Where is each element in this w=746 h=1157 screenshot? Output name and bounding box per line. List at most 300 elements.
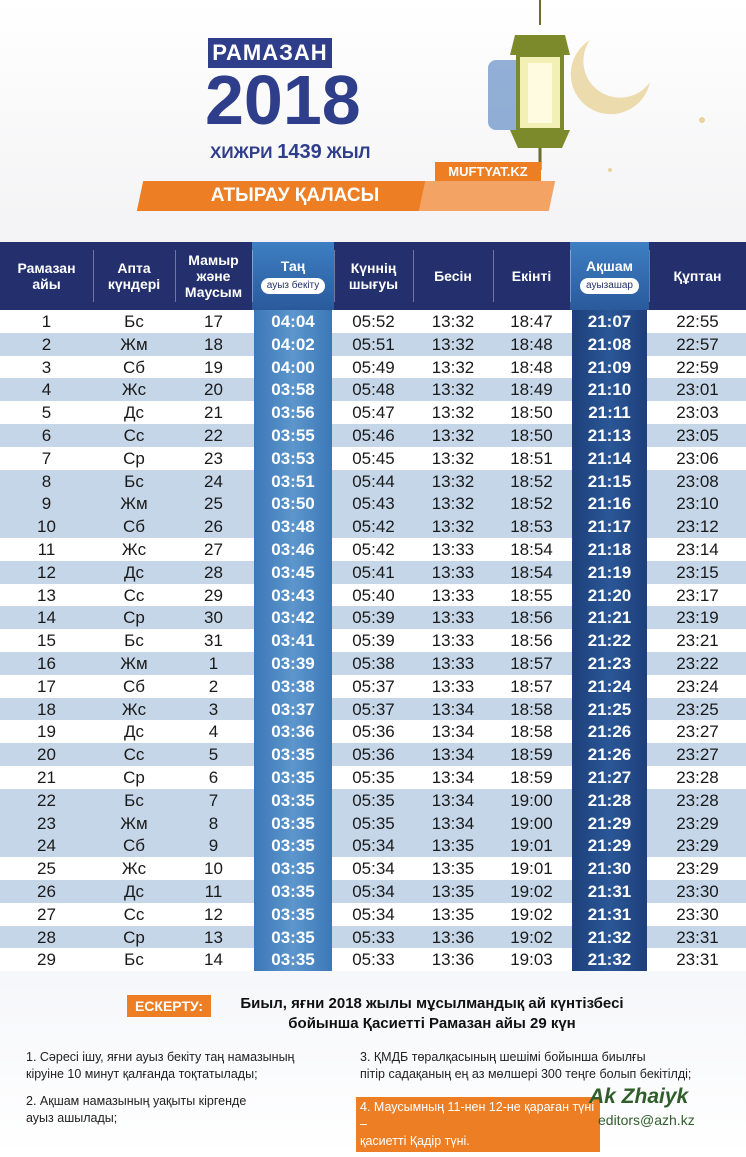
table-row [0,333,746,356]
table-cell: 05:33 [352,927,395,947]
table-cell: 05:34 [352,904,395,924]
table-row [0,743,746,766]
table-cell: 05:35 [352,790,395,810]
hijri-suffix: ЖЫЛ [326,143,371,162]
table-header [0,242,746,310]
hijri-number: 1439 [277,141,322,163]
table-cell: 8 [41,471,52,491]
table-cell: 05:48 [352,380,395,400]
table-cell: 03:50 [254,492,332,515]
table-cell: 21:18 [572,538,647,561]
column-header-line: шығуы [348,276,399,292]
note-line: ауыз ашылады; [26,1111,118,1125]
table-cell: 23:27 [676,745,719,765]
table-cell: 18:48 [510,334,553,354]
table-row [0,880,746,903]
table-cell: 13:32 [431,403,475,423]
column-header-line: күндері [107,276,161,292]
table-cell: Жм [120,334,148,354]
table-cell: 13:33 [431,585,475,605]
table-cell: 13:32 [431,334,475,354]
table-cell: 05:42 [352,540,395,559]
table-cell: 13:32 [431,494,475,514]
table-cell: 23:31 [676,927,719,947]
column-header [413,242,493,310]
table-cell: 21:30 [572,857,647,880]
table-cell: 05:39 [352,631,395,651]
table-cell: Ср [123,608,145,628]
table-cell: 05:39 [352,608,395,628]
table-cell: 05:49 [352,357,395,377]
table-cell: 27 [37,904,56,924]
brand-watermark: Ak Zhaiyk [589,1085,689,1108]
table-cell: 4 [41,380,52,400]
table-cell: Жм [120,494,148,514]
table-cell: 03:48 [254,515,332,538]
table-cell: 05:35 [352,813,395,833]
table-cell: 1 [208,654,219,673]
table-cell: 23:10 [676,494,719,514]
table-cell: 05:36 [352,722,395,742]
table-cell: 21:13 [572,424,647,447]
table-cell: 05:33 [352,950,395,970]
table-cell: 19:03 [510,950,553,970]
table-cell: 23:05 [676,426,719,445]
table-cell: 13 [204,927,223,947]
table-cell: 19:02 [510,904,553,924]
table-cell: 23:14 [676,540,719,559]
table-cell: 21:11 [572,401,647,424]
table-cell: Жс [121,699,147,719]
table-cell: 18:52 [510,494,553,514]
table-cell: 16 [37,654,56,673]
table-cell: 13:34 [431,768,475,787]
table-cell: 18:54 [510,540,553,559]
city-banner-tail [419,181,555,211]
table-cell: 21:28 [572,789,647,812]
column-header-line: Мамыр [188,252,239,268]
table-cell: 13:33 [431,540,475,559]
table-cell: 7 [41,448,52,468]
table-cell: Сб [122,836,145,856]
table-cell: 23 [37,813,56,833]
table-cell: 17 [204,312,223,331]
table-row [0,492,746,515]
table-cell: 21 [37,768,56,787]
table-cell: Дс [123,562,144,582]
table-cell: Дс [123,882,144,901]
table-row [0,812,746,835]
table-cell: 18:47 [510,312,553,331]
table-cell: 19:00 [510,813,553,833]
column-separator [493,250,494,302]
table-cell: 31 [204,631,223,651]
table-cell: 19:01 [510,859,553,879]
table-cell: 23:19 [676,608,719,628]
table-row [0,652,746,675]
table-cell: 03:56 [254,401,332,424]
table-cell: 03:35 [254,926,332,949]
table-cell: 05:44 [352,471,395,491]
table-row [0,606,746,629]
note-line: 3. ҚМДБ төралқасының шешімі бойынша биылғы [360,1050,646,1064]
table-cell: Сс [123,904,145,924]
table-row [0,903,746,926]
table-cell: 05:42 [352,517,395,537]
table-cell: 23:29 [676,813,719,833]
column-header-line: Ақшам [586,258,633,274]
table-cell: 13:32 [431,448,475,468]
note-line: пітір садақаның ең аз мөлшері 300 теңге болып бекітілді; [360,1067,692,1081]
note-3 [360,1049,740,1083]
table-cell: 21:24 [572,675,647,698]
table-cell: 13:34 [431,699,475,719]
table-cell: 13:33 [431,562,475,582]
table-cell: 05:41 [352,562,395,582]
column-header-badge: ауыз бекіту [261,278,325,294]
table-cell: 13:36 [431,927,475,947]
table-row [0,857,746,880]
table-cell: 05:38 [352,654,395,673]
table-cell: 23:29 [676,859,719,879]
table-cell: 03:55 [254,424,332,447]
warning-text [222,994,642,1034]
table-cell: 23:29 [676,836,719,856]
table-cell: 05:45 [352,448,395,468]
table-cell: 9 [208,836,219,856]
table-cell: 13:32 [431,380,475,400]
table-cell: 22:57 [676,334,719,354]
table-cell: 03:35 [254,812,332,835]
table-cell: 13:34 [431,745,475,765]
table-cell: Сс [123,426,145,445]
table-cell: 23:06 [676,448,719,468]
column-separator [93,250,94,302]
column-header-badge: ауызашар [580,278,639,294]
column-header [252,242,334,310]
table-cell: 21:23 [572,652,647,675]
table-cell: 30 [204,608,223,628]
table-cell: 03:35 [254,789,332,812]
table-cell: Ср [123,768,145,787]
table-cell: 13:36 [431,950,475,970]
table-cell: 21:21 [572,606,647,629]
table-cell: 11 [37,540,56,559]
table-cell: 21:14 [572,447,647,470]
column-header [175,242,252,310]
column-header-line: Таң [280,258,306,274]
note-line: 4. Маусымның 11-нен 12-не қараған түні – [360,1100,595,1131]
table-cell: 12 [204,904,223,924]
note-line: кіруіне 10 минут қалғанда тоқтатылады; [26,1067,258,1081]
table-cell: Сб [122,676,145,696]
table-cell: 18:48 [510,357,553,377]
column-separator [334,250,335,302]
table-cell: 25 [204,494,223,514]
table-cell: Жс [121,859,147,879]
column-separator [252,250,253,302]
table-cell: 19 [37,722,56,742]
column-separator [175,250,176,302]
table-cell: 15 [37,631,56,651]
table-row [0,675,746,698]
table-cell: 18:58 [510,699,553,719]
table-cell: 03:35 [254,948,332,971]
column-header-line: Бесін [434,268,472,284]
note-line: қасиетті Қадір түні. [360,1134,470,1148]
table-cell: 18 [37,699,56,719]
table-cell: 05:34 [352,836,395,856]
table-cell: 7 [208,790,219,810]
table-cell: 23:21 [676,631,719,651]
table-row [0,834,746,857]
hijri-year [210,141,370,164]
table-cell: 20 [204,380,223,400]
table-cell: Ср [123,448,145,468]
ramazan-banner: РАМАЗАН [208,38,332,68]
table-row [0,424,746,447]
table-cell: 27 [204,540,223,559]
table-row [0,310,746,333]
table-cell: 21:31 [572,880,647,903]
brand-email: editors@azh.kz [598,1112,695,1128]
city-title: АТЫРАУ ҚАЛАСЫ [210,185,380,206]
table-cell: 19:00 [510,790,553,810]
table-cell: 18:59 [510,745,553,765]
table-cell: 03:35 [254,743,332,766]
table-cell: 03:35 [254,903,332,926]
warning-line: бойынша Қасиетті Рамазан айы 29 күн [288,1015,576,1032]
table-cell: 26 [37,882,56,901]
table-cell: 21:08 [572,333,647,356]
table-cell: 23:17 [676,585,719,605]
table-cell: 21:17 [572,515,647,538]
table-cell: 6 [208,768,219,787]
table-cell: Бс [124,790,144,810]
hijri-prefix: ХИЖРИ [210,143,273,162]
table-row [0,698,746,721]
table-cell: 21:25 [572,698,647,721]
table-cell: 21:26 [572,743,647,766]
table-cell: 8 [208,813,219,833]
table-row [0,789,746,812]
table-cell: 13:34 [431,790,475,810]
table-cell: 21 [204,403,223,423]
table-cell: 1 [41,312,52,331]
table-cell: Сс [123,745,145,765]
column-header [649,242,746,310]
table-cell: 24 [37,836,56,856]
column-separator [649,250,650,302]
table-cell: 13:33 [431,654,475,673]
column-header [570,242,649,310]
table-cell: 6 [41,426,52,445]
table-cell: 21:15 [572,470,647,493]
table-cell: 23:24 [676,676,719,696]
warning-label: ЕСКЕРТУ: [127,995,211,1017]
table-cell: 19:02 [510,882,553,901]
column-header [334,242,413,310]
table-cell: 03:35 [254,857,332,880]
table-cell: 13:35 [431,882,475,901]
table-cell: 18:57 [510,676,553,696]
table-cell: 25 [37,859,56,879]
table-cell: 18:56 [510,631,553,651]
table-cell: 22:59 [676,357,719,377]
table-row [0,356,746,379]
table-row [0,515,746,538]
table-cell: 9 [41,494,52,514]
table-cell: 19 [204,357,223,377]
table-cell: 03:35 [254,880,332,903]
table-cell: 13:32 [431,357,475,377]
table-cell: Сс [123,585,145,605]
table-cell: 14 [37,608,56,628]
table-cell: 03:41 [254,629,332,652]
table-cell: 23:28 [676,768,719,787]
table-cell: 19:02 [510,927,553,947]
table-cell: 28 [37,927,56,947]
table-cell: 03:38 [254,675,332,698]
table-cell: Бс [124,950,144,970]
note-1 [26,1049,346,1083]
note-2 [26,1093,346,1127]
table-row [0,378,746,401]
table-cell: 05:34 [352,859,395,879]
table-cell: 05:36 [352,745,395,765]
table-cell: 18:55 [510,585,553,605]
table-cell: Дс [123,722,144,742]
table-cell: 21:32 [572,948,647,971]
table-cell: 18 [204,334,223,354]
table-cell: 5 [208,745,219,765]
table-cell: 21:29 [572,812,647,835]
table-cell: 21:26 [572,720,647,743]
table-cell: 05:37 [352,699,395,719]
table-cell: 24 [204,471,223,491]
table-row [0,470,746,493]
table-cell: 19:01 [510,836,553,856]
table-cell: 3 [41,357,52,377]
table-row [0,629,746,652]
table-cell: 04:04 [254,310,332,333]
table-cell: 05:34 [352,882,395,901]
table-cell: 21:31 [572,903,647,926]
table-cell: 4 [208,722,219,742]
table-cell: 03:37 [254,698,332,721]
table-cell: 18:53 [510,517,553,537]
table-cell: 03:53 [254,447,332,470]
table-cell: Бс [124,312,144,331]
table-cell: 18:52 [510,471,553,491]
table-row [0,948,746,971]
table-cell: 29 [37,950,56,970]
table-cell: Сб [122,357,145,377]
table-cell: 23 [204,448,223,468]
column-header-line: және Маусым [184,268,243,300]
table-row [0,561,746,584]
table-cell: 28 [204,562,223,582]
table-cell: 13:32 [431,426,475,445]
table-cell: 18:51 [510,448,553,468]
table-cell: 21:07 [572,310,647,333]
table-cell: 23:15 [676,562,719,582]
table-cell: 03:45 [254,561,332,584]
table-cell: 22 [204,426,223,445]
table-cell: 5 [41,403,52,423]
note-line: 2. Ақшам намазының уақыты кіргенде [26,1094,247,1108]
table-cell: 03:35 [254,766,332,789]
table-cell: 13:33 [431,631,475,651]
column-header [493,242,570,310]
table-cell: 03:51 [254,470,332,493]
table-cell: 05:47 [352,403,395,423]
table-cell: 26 [204,517,223,537]
table-cell: Жс [121,540,147,559]
column-header-line: Апта [117,260,151,276]
table-cell: 20 [37,745,56,765]
table-cell: 23:30 [676,904,719,924]
warning-line: Биыл, яғни 2018 жылы мұсылмандық ай күнтізбесі [240,995,624,1012]
table-cell: 23:31 [676,950,719,970]
table-cell: Дс [123,403,144,423]
table-cell: 21:29 [572,834,647,857]
table-cell: 23:25 [676,699,719,719]
table-cell: 05:51 [352,334,395,354]
table-cell: 18:58 [510,722,553,742]
table-cell: Бс [124,471,144,491]
table-cell: 13:32 [431,312,475,331]
table-cell: 23:12 [676,517,719,537]
column-header [0,242,93,310]
table-cell: 23:27 [676,722,719,742]
table-cell: 13 [37,585,56,605]
table-cell: 13:35 [431,836,475,856]
table-cell: 18:57 [510,654,553,673]
table-cell: 21:16 [572,492,647,515]
table-cell: 03:46 [254,538,332,561]
column-header-line: Рамазан [17,260,76,276]
table-cell: 03:58 [254,378,332,401]
table-cell: 23:03 [676,403,719,423]
table-row [0,447,746,470]
table-cell: 03:39 [254,652,332,675]
table-cell: 05:37 [352,676,395,696]
table-cell: Жм [120,654,148,673]
table-cell: 18:56 [510,608,553,628]
table-cell: 03:43 [254,584,332,607]
table-row [0,766,746,789]
table-cell: 13:33 [431,676,475,696]
table-cell: 23:01 [676,380,719,400]
table-cell: 14 [204,950,223,970]
table-cell: 23:08 [676,471,719,491]
table-cell: Бс [124,631,144,651]
table-row [0,720,746,743]
table-cell: 2 [41,334,52,354]
table-cell: 13:34 [431,813,475,833]
table-cell: 21:27 [572,766,647,789]
table-cell: 21:09 [572,356,647,379]
table-row [0,926,746,949]
table-cell: 03:36 [254,720,332,743]
column-header-line: Құптан [673,268,722,284]
table-cell: 21:20 [572,584,647,607]
table-cell: 13:32 [431,517,475,537]
table-cell: 21:22 [572,629,647,652]
table-cell: 17 [37,676,56,696]
table-cell: 2 [208,676,219,696]
